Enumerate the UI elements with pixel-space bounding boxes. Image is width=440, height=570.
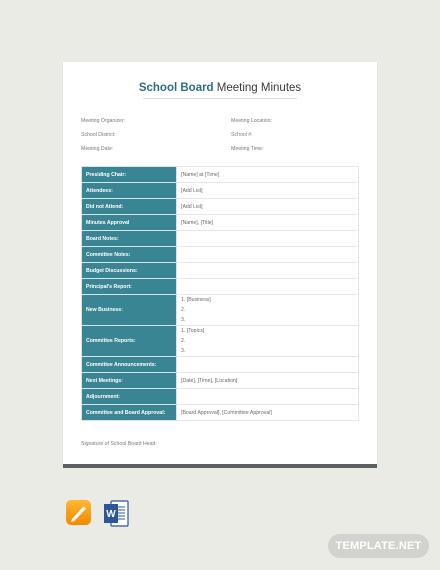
row-line: 3. (181, 348, 186, 354)
document-title (63, 82, 377, 94)
title-accent: School Board (138, 82, 214, 94)
row-label: Board Notes: (82, 231, 177, 247)
row-value (177, 357, 359, 373)
table-row (82, 373, 359, 389)
table-row (82, 215, 359, 231)
row-value (177, 326, 359, 357)
pencil-icon (66, 500, 91, 525)
meeting-location-label: Meeting Location: (231, 118, 272, 124)
table-row (82, 183, 359, 199)
word-app-icon[interactable] (103, 500, 127, 526)
table-row (82, 295, 359, 326)
row-value: [Add List] (177, 183, 359, 199)
row-label: Adjournment: (82, 389, 177, 405)
title-rest: Meeting Minutes (213, 82, 302, 94)
row-line: 2. (181, 307, 186, 313)
row-line: 2. (181, 338, 186, 344)
table-row (82, 326, 359, 357)
meeting-time-label: Meeting Time: (231, 146, 264, 152)
table-row (82, 199, 359, 215)
table-row (82, 167, 359, 183)
table-row (82, 389, 359, 405)
row-label: Budget Discussions: (82, 263, 177, 279)
row-value (177, 295, 359, 326)
row-line: 3. (181, 317, 186, 323)
document-page (63, 62, 377, 466)
title-underline (143, 98, 297, 99)
signature-line: Signature of School Board Head: (81, 441, 157, 447)
table-row (82, 263, 359, 279)
word-letter: W (106, 509, 116, 520)
row-value (177, 389, 359, 405)
school-district-label: School District: (81, 132, 116, 138)
row-label: Next Meetings: (82, 373, 177, 389)
document-bottom-bar (63, 464, 377, 468)
school-number-label: School #: (231, 132, 253, 138)
row-label: Principal's Report: (82, 279, 177, 295)
row-value (177, 247, 359, 263)
row-value (177, 231, 359, 247)
word-document-icon (103, 500, 129, 527)
row-line: 1. [Topics] (181, 328, 205, 334)
table-row (82, 405, 359, 421)
table-row (82, 231, 359, 247)
row-value: [Date], [Time], [Location] (177, 373, 359, 389)
row-label: Committee Reports: (82, 326, 177, 357)
row-label: Committee and Board Approval: (82, 405, 177, 421)
row-value (177, 263, 359, 279)
row-value: [Name], [Title] (177, 215, 359, 231)
table-row (82, 279, 359, 295)
row-value: [Board Approval], [Committee Approval] (177, 405, 359, 421)
meeting-organizer-label: Meeting Organizer: (81, 118, 126, 124)
row-label: Minutes Approval (82, 215, 177, 231)
row-label: Attendees: (82, 183, 177, 199)
brand-badge[interactable]: TEMPLATE.NET (328, 534, 429, 558)
meeting-date-label: Meeting Date: (81, 146, 114, 152)
row-line: 1. [Business] (181, 297, 211, 303)
row-value: [Name] at [Time] (177, 167, 359, 183)
row-label: Committee Announcements: (82, 357, 177, 373)
row-label: Did not Attend: (82, 199, 177, 215)
row-value: [Add List] (177, 199, 359, 215)
minutes-table (81, 166, 359, 421)
row-label: Presiding Chair: (82, 167, 177, 183)
pages-app-icon[interactable] (66, 500, 91, 525)
row-value (177, 279, 359, 295)
table-row (82, 357, 359, 373)
table-row (82, 247, 359, 263)
row-label: Committee Notes: (82, 247, 177, 263)
row-label: New Business: (82, 295, 177, 326)
